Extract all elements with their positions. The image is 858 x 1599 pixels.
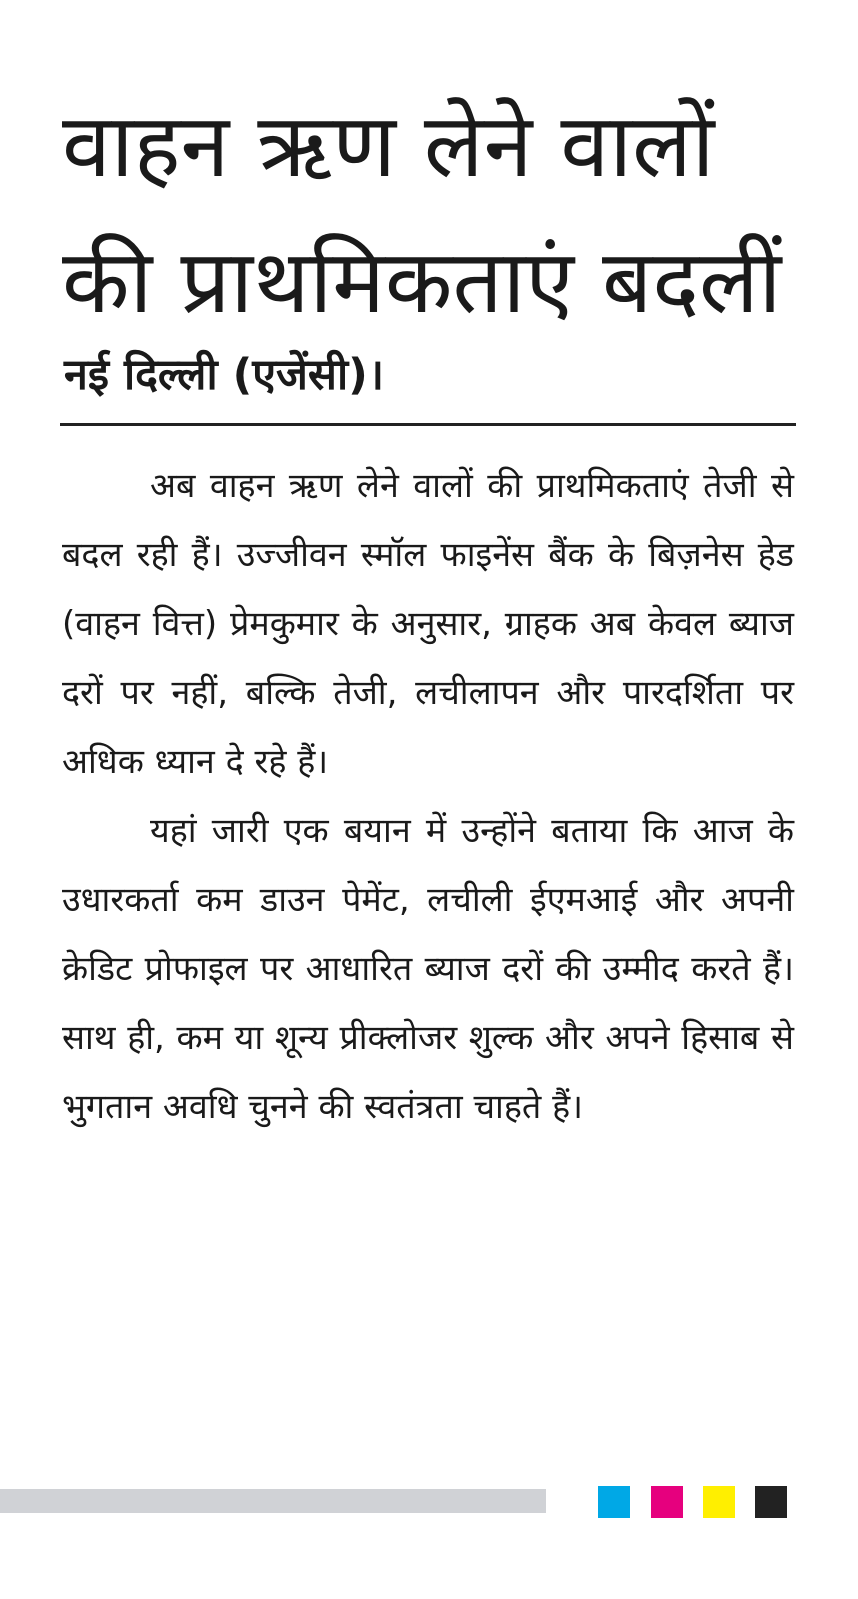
headline-line-1: वाहन ऋण लेने वालों <box>62 94 715 197</box>
paragraph-1: अब वाहन ऋण लेने वालों की प्राथमिकताएं तेजी से बदल रही हैं। उज्जीवन स्मॉल फाइनेंस बैंक के बिज़नेस हेड (वाहन वित्त) प्रेमकुमार के अनुसार, ग्राहक अब केवल ब्याज दरों पर नहीं, बल्कि तेजी, लचीलापन और पारदर्शिता पर अधिक ध्यान दे रहे हैं। <box>62 466 794 782</box>
black-registration-swatch <box>755 1486 787 1518</box>
yellow-registration-swatch <box>703 1486 735 1518</box>
divider-rule <box>60 423 796 426</box>
headline <box>62 78 802 350</box>
paragraph-2: यहां जारी एक बयान में उन्होंने बताया कि आज के उधारकर्ता कम डाउन पेमेंट, लचीली ईएमआई और अपनी क्रेडिट प्रोफाइल पर आधारित ब्याज दरों की उम्मीद करते हैं। साथ ही, कम या शून्य प्रीक्लोजर शुल्क और अपने हिसाब से भुगतान अवधि चुनने की स्वतंत्रता चाहते हैं। <box>62 811 794 1127</box>
dateline: नई दिल्ली (एजेंसी)। <box>64 350 385 400</box>
gray-footer-bar <box>0 1489 546 1513</box>
headline-line-2: की प्राथमिकताएं बदलीं <box>62 230 782 333</box>
article-body <box>62 452 794 1142</box>
magenta-registration-swatch <box>651 1486 683 1518</box>
cyan-registration-swatch <box>598 1486 630 1518</box>
